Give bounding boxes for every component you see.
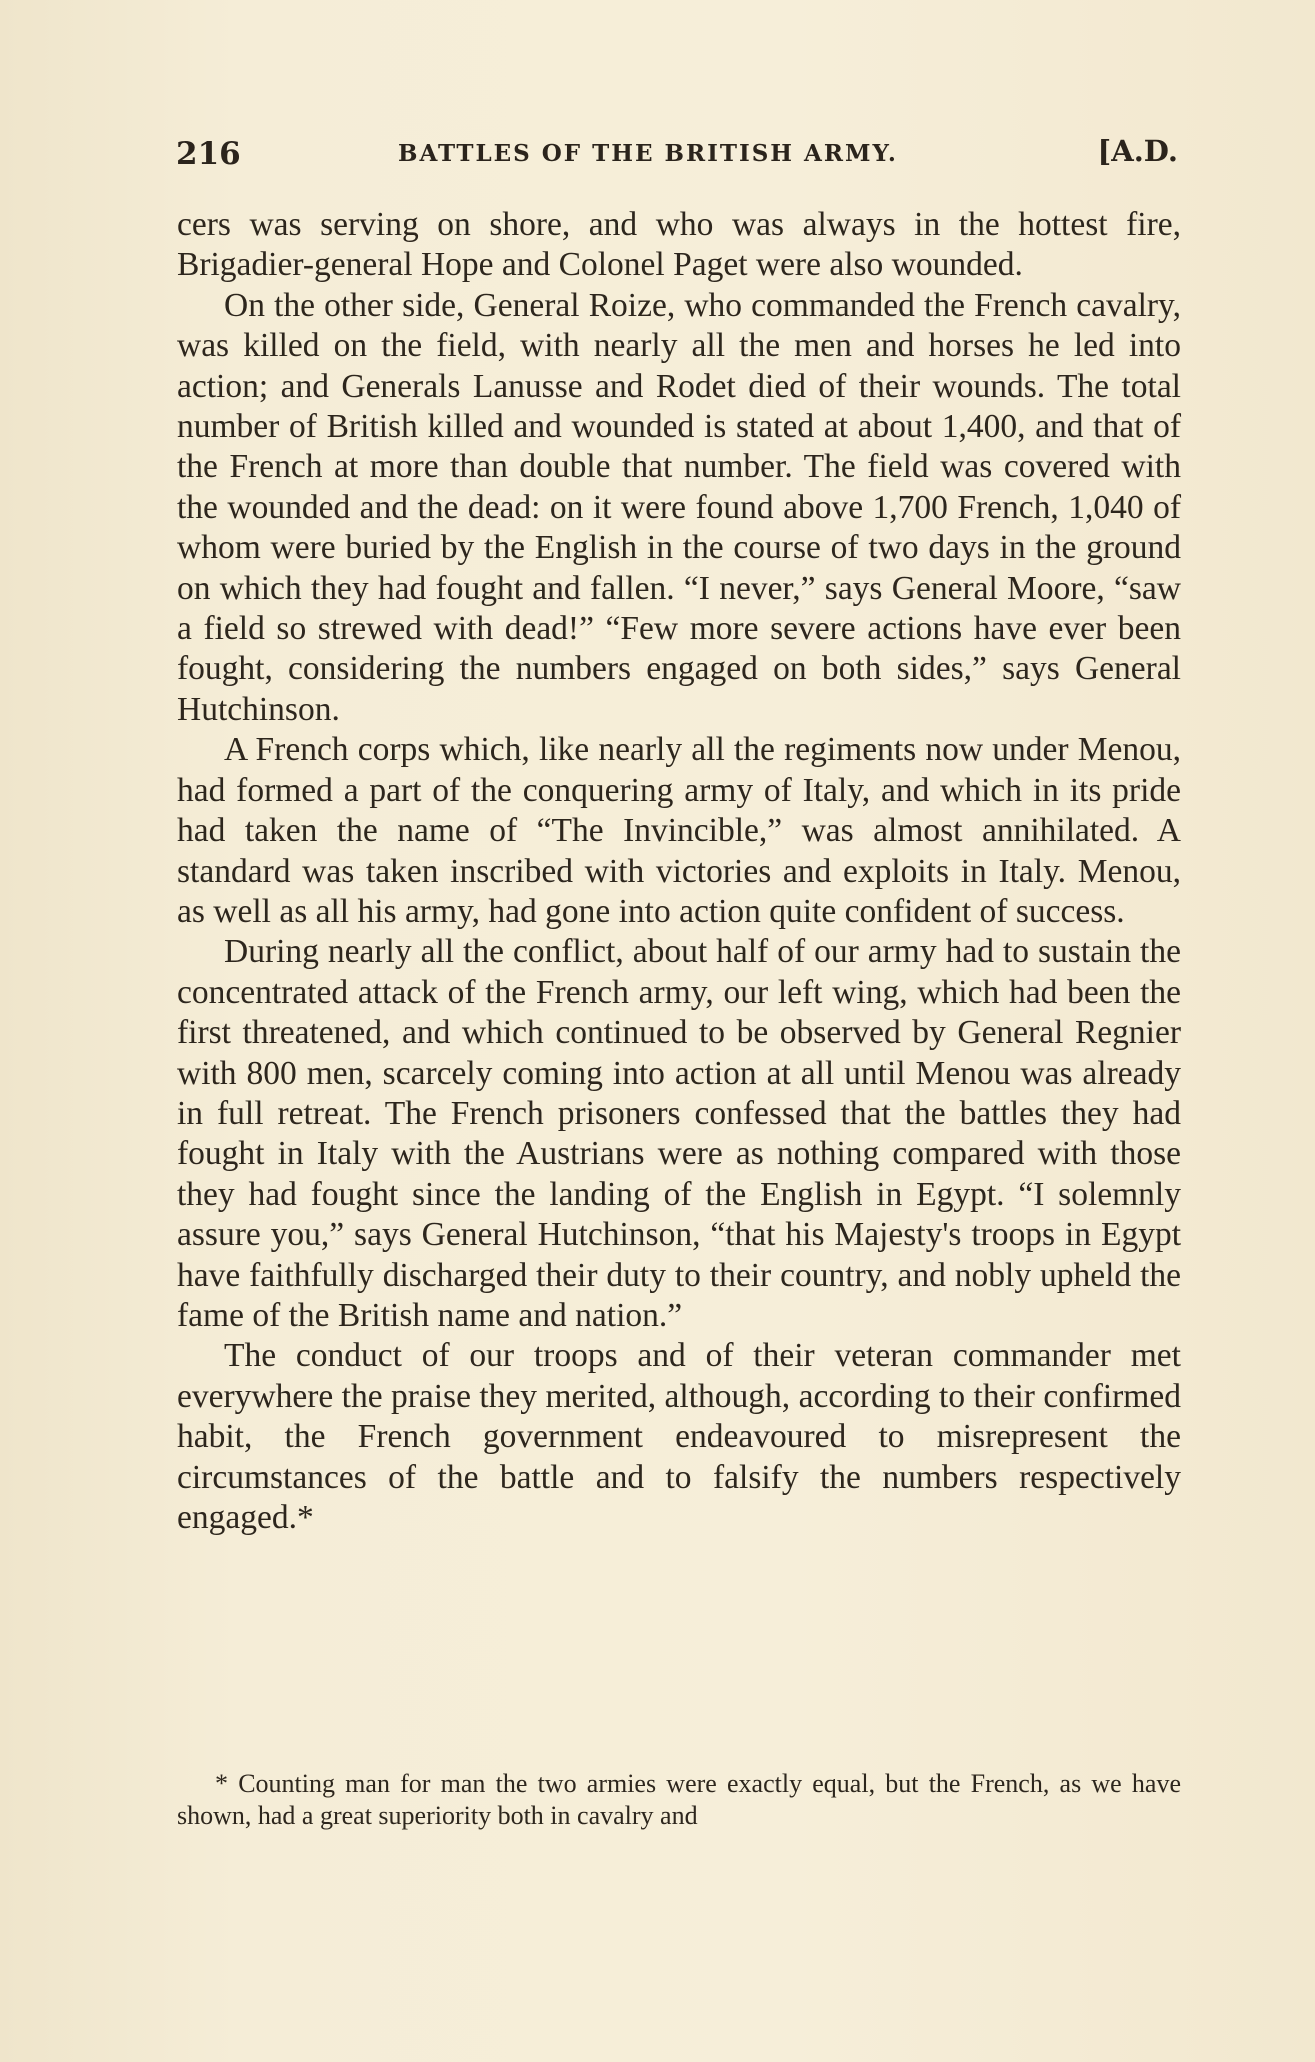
paragraph-french-corps: A French corps which, like nearly all the regiments now under Menou, had formed a part of the conquering army of Italy, and which in its pride had taken the name of “The Invincible,” was almost annihilated. A standard was taken inscribed with victories and exploits in Italy. Menou, as well as all his army, had gone into action quite confident of success. <box>177 731 1181 930</box>
running-title: BATTLES OF THE BRITISH ARMY. <box>398 140 898 167</box>
footnote <box>177 1768 1181 1832</box>
paragraph-continuation: cers was serving on shore, and who was always in the hottest fire, Brigadier-general Hope and Colonel Paget were also wounded. <box>177 206 1181 284</box>
paragraph-casualties: On the other side, General Roize, who commanded the French cavalry, was killed on the field, with nearly all the men and horses he led into action; and Generals Lanusse and Rodet died of their wounds. The total number of British killed and wounded is stated at about 1,400, and that of the French at more than double that number. The field was covered with the wounded and the dead: on it were found above 1,700 French, 1,040 of whom were buried by the English in the course of two days in the ground on which they had fought and fallen. “I never,” says General Moore, “saw a field so strewed with dead!” “Few more severe actions have ever been fought, considering the numbers engaged on both sides,” says General Hutchinson. <box>177 286 1181 728</box>
footnote-text: * Counting man for man the two armies were exactly equal, but the French, as we have shown, had a great superiority both in cavalry and <box>177 1769 1181 1830</box>
running-marker: [A.D. <box>1097 134 1178 168</box>
body-text <box>177 205 1181 1538</box>
paragraph-conduct: The conduct of our troops and of their veteran commander met everywhere the praise they merited, although, according to their confirmed habit, the French government endeavoured to misrepresent the circumstances of the battle and to falsify the numbers respectively engaged.* <box>177 1337 1181 1536</box>
page-header <box>176 136 1178 186</box>
page-number: 216 <box>176 136 241 172</box>
paragraph-conflict: During nearly all the conflict, about half of our army had to sustain the concentrated attack of the French army, our left wing, which had been the first threatened, and which continued to be observed by General Regnier with 800 men, scarcely coming into action at all until Menou was already in full retreat. The French prisoners confessed that the battles they had fought in Italy with the Austrians were as nothing compared with those they had fought since the landing of the English in Egypt. “I solemnly assure you,” says General Hutchinson, “that his Majesty's troops in Egypt have faithfully discharged their duty to their country, and nobly upheld the fame of the British name and nation.” <box>177 933 1181 1334</box>
